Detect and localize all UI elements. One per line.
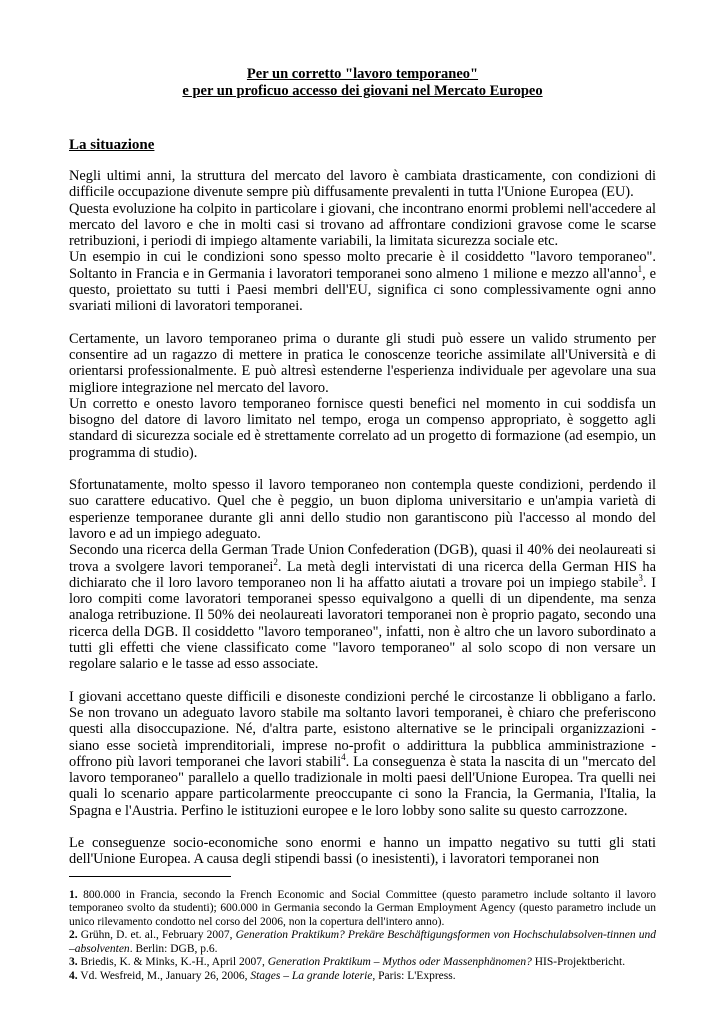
paragraph-7-text-c: . I loro compiti come lavoratori temporanei spesso equivalgono a quelli di un dipendente, ma senza analoga retribuzione. Il 50% dei neolaureati lavoratori temporanei non è proprio pagato, secondo una ricerca della DGB. Il cosiddetto "lavoro temporaneo", infatti, non è altro che un lavoro subordinato a tutti gli effetti che viene classificato come "lavoro temporaneo" al solo scopo di non versare un regolare salario e le tasse ad esso associate. <box>69 574 656 673</box>
paragraph-7-text-b: . La metà degli intervistati di una ricerca della German HIS ha dichiarato che il loro lavoro temporaneo non li ha affatto aiutati a trovare poi un impiego stabile <box>69 558 656 591</box>
paragraph-3-text: Un esempio in cui le condizioni sono spesso molto precarie è il cosiddetto "lavoro temporaneo". Soltanto in Francia e in Germania i lavoratori temporanei sono almeno 1 milione e mezzo all'anno <box>69 249 656 282</box>
footnote-ref-2: 2 <box>273 556 278 567</box>
footnote-tail: , Paris: L'Express. <box>372 969 456 982</box>
footnote-1 <box>69 889 656 930</box>
paragraph-1: Negli ultimi anni, la struttura del mercato del lavoro è cambiata drasticamente, con condizioni di difficile occupazione divenute sempre più diffusamente prevalenti in tutta l'Unione Europea (EU). <box>69 168 656 201</box>
footnote-separator <box>69 876 231 877</box>
body-text <box>69 168 656 868</box>
footnote-title: Generation Praktikum? Prekäre Beschäftigungsformen von Hochschulabsolven-tinnen und –absolventen <box>69 929 656 955</box>
paragraph-3 <box>69 249 656 314</box>
paragraph-5: Un corretto e onesto lavoro temporaneo fornisce questi benefici nel momento in cui soddisfa un bisogno del datore di lavoro limitato nel tempo, eroga un compenso appropriato, è soggetto agli standard di sicurezza sociale ed è strettamente correlato ad un progetto di formazione (ad esempio, un programma di studio). <box>69 395 656 461</box>
footnote-text: 800.000 in Francia, secondo la French Economic and Social Committee (questo parametro include soltanto il lavoro temporaneo svolto da studenti); 600.000 in Germania secondo la German Employment Agency (questo parametro include un unico rilevamento condotto nel corso del 2006, non la copertura dell'intero anno). <box>69 888 656 928</box>
footnote-2 <box>69 929 656 956</box>
paragraph-7-text-a: Secondo una ricerca della German Trade Union Confederation (DGB), quasi il 40% dei neolaureati si trova a svolgere lavori temporanei <box>69 542 656 575</box>
footnote-title: Stages – La grande loterie <box>250 969 373 982</box>
footnote-3 <box>69 956 656 970</box>
footnote-tail: . Berlin: DGB, p.6. <box>129 942 218 955</box>
footnote-text: Briedis, K. & Minks, K.-H., April 2007, <box>77 956 268 969</box>
paragraph-6: Sfortunatamente, molto spesso il lavoro temporaneo non contempla queste condizioni, perdendo il suo carattere educativo. Quel che è peggio, un buon diploma universitario e un'ampia varietà di esperienze temporanee durante gli anni dello studio non garantiscono più l'accesso al mondo del lavoro e ad un impiego adeguato. <box>69 477 656 542</box>
paragraph-7 <box>69 542 656 672</box>
footnote-ref-3: 3 <box>638 573 643 584</box>
paragraph-3-text-b: , e questo, proiettato su tutti i Paesi membri dell'EU, significa ci sono complessivamente ogni anno svariati milioni di lavoratori temporanei. <box>69 265 656 315</box>
footnote-ref-4: 4 <box>341 752 346 762</box>
footnote-ref-1: 1 <box>637 263 643 274</box>
footnote-text: Vd. Wesfreid, M., January 26, 2006, <box>77 969 251 982</box>
footnote-number: 3. <box>69 956 78 969</box>
paragraph-9: Le conseguenze socio-economiche sono enormi e hanno un impatto negativo su tutti gli stati dell'Unione Europea. A causa degli stipendi bassi (o inesistenti), i lavoratori temporanei non <box>69 834 656 868</box>
footnote-4 <box>69 970 656 984</box>
paragraph-8-text-a: I giovani accettano queste difficili e disoneste condizioni perché le circostanze li obbligano a farlo. Se non trovano un adeguato lavoro stabile ma soltanto lavori temporanei, è chiaro che preferiscono questi alla disoccupazione. Né, d'altra parte, esistono alternative se le principali organizzazioni - siano esse società imprenditoriali, imprese no-profit o addirittura la pubblica amministrazione - offrono più lavori temporanei che lavori stabili <box>69 688 656 770</box>
title-line-2: e per un proficuo accesso dei giovani nel Mercato Europeo <box>182 83 543 99</box>
paragraph-8-text-b: . La conseguenza è stata la nascita di un "mercato del lavoro temporaneo" parallelo a quello tradizionale in molti paesi dell'Unione Europea. Tra quelli nei quali lo scenario appare particolarmente preoccupante ci sono la Francia, la Germania, l'Italia, la Spagna e l'Austria. Perfino le istituzioni europee e le loro lobby sono salite su questo carrozzone. <box>69 753 656 819</box>
document-title <box>69 66 656 100</box>
footnotes <box>69 889 656 984</box>
footnote-text: Grühn, D. et. al., February 2007, <box>77 929 236 942</box>
section-heading: La situazione <box>69 137 155 153</box>
footnote-number: 1. <box>69 888 78 901</box>
footnote-title: Generation Praktikum – Mythos oder Massenphänomen? <box>267 956 532 969</box>
footnote-number: 4. <box>69 969 78 982</box>
title-line-1: Per un corretto "lavoro temporaneo" <box>246 66 479 82</box>
paragraph-4: Certamente, un lavoro temporaneo prima o durante gli studi può essere un valido strumento per consentire ad un ragazzo di mettere in pratica le conoscenze teoriche assimilate all'Università e di orientarsi professionalmente. E può altresì estenderne l'esperienza individuale per agevolare una sua migliore integrazione nel mercato del lavoro. <box>69 330 656 396</box>
paragraph-8 <box>69 689 656 819</box>
paragraph-2: Questa evoluzione ha colpito in particolare i giovani, che incontrano enormi problemi nell'accedere al mercato del lavoro e che in molti casi si trovano ad affrontare condizioni gravose come le scarse retribuzioni, i periodi di impiego altamente variabili, la limitata sicurezza sociale etc. <box>69 200 656 250</box>
footnote-tail: HIS-Projektbericht. <box>531 956 626 969</box>
footnote-number: 2. <box>69 929 78 942</box>
